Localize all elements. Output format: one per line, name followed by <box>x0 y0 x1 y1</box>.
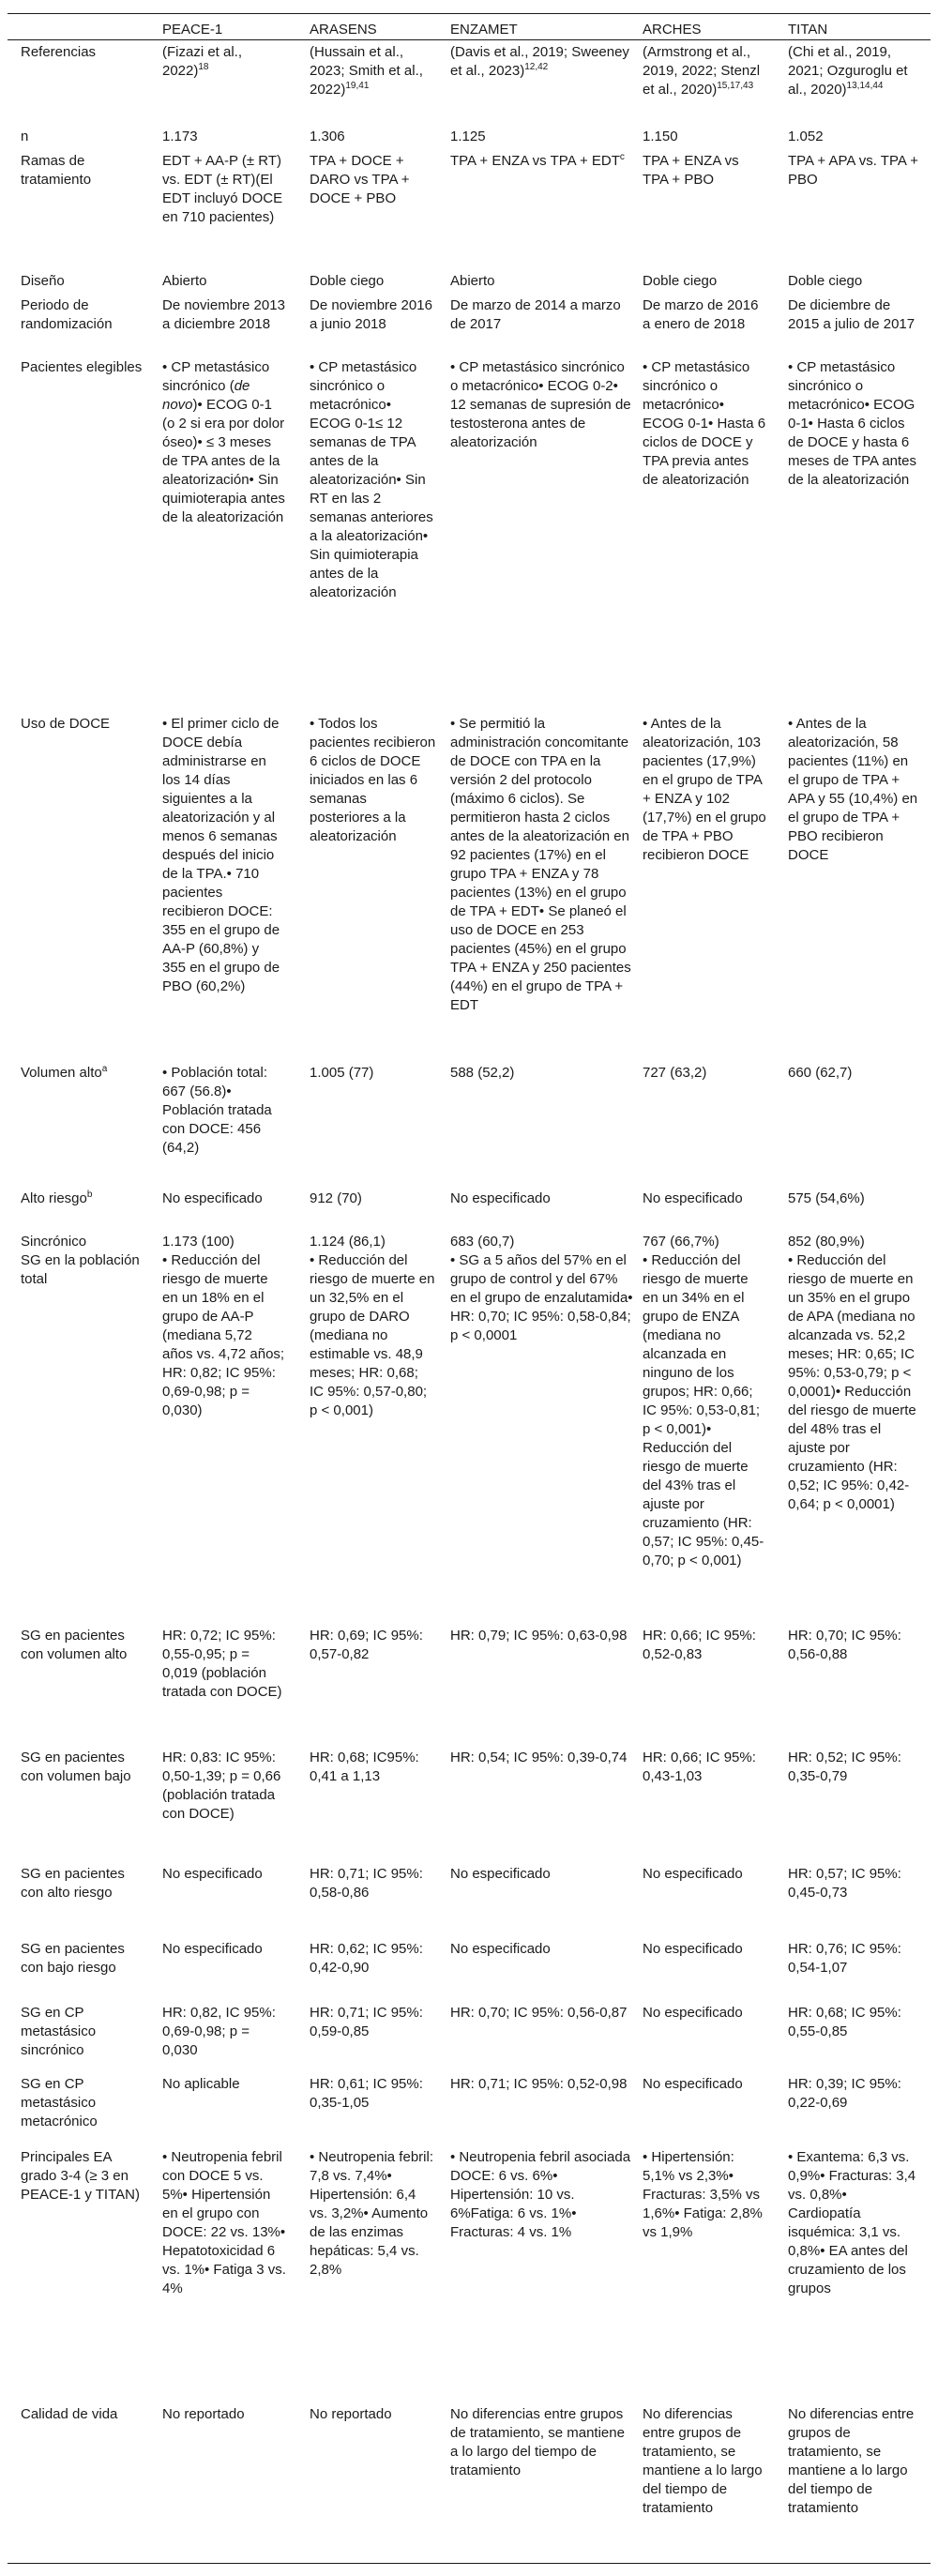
row-label: SG en pacientes con bajo riesgo <box>21 1941 125 1976</box>
cell-peace1: No especificado <box>162 1941 263 1957</box>
cell-enzamet: De marzo de 2014 a marzo de 2017 <box>450 297 621 332</box>
cell-arasens: 1.005 (77) <box>310 1065 374 1081</box>
cell-titan: HR: 0,68; IC 95%: 0,55-0,85 <box>788 2005 901 2039</box>
row-label: Volumen alto$^a$ <box>21 1064 108 1081</box>
cell-peace1: No especificado <box>162 1866 263 1882</box>
cell-arasens: (Hussain et al., 2023; Smith et al., 2022)$^{19,41}$ <box>310 44 423 98</box>
cell-enzamet: No especificado <box>450 1866 551 1882</box>
cell-titan: 575 (54,6%) <box>788 1190 865 1206</box>
cell-arches: De marzo de 2016 a enero de 2018 <box>643 297 759 332</box>
cell-enzamet: 1.125 <box>450 129 486 144</box>
cell-titan: HR: 0,57; IC 95%: 0,45-0,73 <box>788 1866 901 1901</box>
cell-arches: No especificado <box>643 2076 743 2092</box>
cell-peace1: • Neutropenia febril con DOCE 5 vs. 5%• Hipertensión en el grupo con DOCE: 22 vs. 13%• Hepatotoxicidad 6 vs. 1%• Fatiga 3 vs. 4% <box>162 2149 286 2296</box>
cell-arasens: 1.306 <box>310 129 345 144</box>
cell-arches: • Hipertensión: 5,1% vs 2,3%• Fracturas: 3,5% vs 1,6%• Fatiga: 2,8% vs 1,9% <box>643 2149 763 2240</box>
cell-peace1: HR: 0,82, IC 95%: 0,69-0,98; p = 0,030 <box>162 2005 276 2058</box>
cell-arasens: HR: 0,61; IC 95%: 0,35-1,05 <box>310 2076 423 2111</box>
cell-peace1: • Población total: 667 (56.8)• Población tratada con DOCE: 456 (64,2) <box>162 1065 272 1156</box>
cell-titan: HR: 0,52; IC 95%: 0,35-0,79 <box>788 1750 901 1784</box>
cell-enzamet: TPA + ENZA vs TPA + $EDT^c$ <box>450 152 625 169</box>
table-top-rule <box>8 13 930 14</box>
cell-arches: • CP metastásico sincrónico o metacrónico• ECOG 0-1• Hasta 6 ciclos de DOCE y TPA previa antes de aleatorización <box>643 359 766 488</box>
cell-titan: • Antes de la aleatorización, 58 pacientes (11%) en el grupo de TPA + APA y 55 (10,4%) en el grupo de TPA + PBO recibieron DOCE <box>788 716 918 863</box>
cell-enzamet: 683 (60,7) <box>450 1234 515 1250</box>
cell-peace1: • Reducción del riesgo de muerte en un 18% en el grupo de AA-P (mediana 5,72 años vs. 4,72 años; HR: 0,82; IC 95%: 0,69-0,98; p = 0,030) <box>162 1252 285 1418</box>
cell-arasens: HR: 0,71; IC 95%: 0,58-0,86 <box>310 1866 423 1901</box>
header-cell-titan: TITAN <box>788 22 828 38</box>
cell-arches: (Armstrong et al., 2019, 2022; Stenzl et al., 2020)$^{15,17,43}$ <box>643 44 761 98</box>
cell-titan: HR: 0,39; IC 95%: 0,22-0,69 <box>788 2076 901 2111</box>
cell-arasens: 1.124 (86,1) <box>310 1234 386 1250</box>
cell-arasens: 912 (70) <box>310 1190 362 1206</box>
cell-peace1: No aplicable <box>162 2076 240 2092</box>
row-label: Referencias <box>21 44 97 60</box>
cell-peace1: • CP metastásico sincrónico (de novo)• ECOG 0-1 (o 2 si era por dolor óseo)• ≤ 3 meses de TPA antes de la aleatorización• Sin quimioterapia antes de la aleatorización <box>162 359 285 525</box>
cell-arasens: De noviembre 2016 a junio 2018 <box>310 297 432 332</box>
cell-peace1: (Fizazi et al., 2022)$^{18}$ <box>162 44 243 79</box>
cell-titan: • Reducción del riesgo de muerte en un 35% en el grupo de APA (mediana no alcanzada vs. 52,2 meses; HR: 0,65; IC 95%: 0,53-0,79; p < 0,0001)• Reducción del riesgo de muerte del 48% tras el ajuste por cruzamiento (HR: 0,52; IC 95%: 0,42-0,64; p < 0,0001) <box>788 1252 916 1512</box>
row-label: Pacientes elegibles <box>21 359 143 375</box>
header-rule <box>8 39 930 40</box>
cell-titan: 660 (62,7) <box>788 1065 853 1081</box>
cell-enzamet: • SG a 5 años del 57% en el grupo de control y del 67% en el grupo de enzalutamida• HR: 0,70; IC 95%: 0,58-0,84; p < 0,0001 <box>450 1252 633 1343</box>
cell-enzamet: HR: 0,71; IC 95%: 0,52-0,98 <box>450 2076 628 2092</box>
cell-arches: 727 (63,2) <box>643 1065 707 1081</box>
cell-enzamet: 588 (52,2) <box>450 1065 515 1081</box>
cell-peace1: Abierto <box>162 273 207 289</box>
cell-arasens: HR: 0,69; IC 95%: 0,57-0,82 <box>310 1628 423 1662</box>
cell-enzamet: HR: 0,54; IC 95%: 0,39-0,74 <box>450 1750 628 1765</box>
cell-titan: TPA + APA vs. TPA + PBO <box>788 153 918 188</box>
row-label: Sincrónico <box>21 1234 87 1250</box>
cell-arches: Doble ciego <box>643 273 718 289</box>
cell-arches: No especificado <box>643 1866 743 1882</box>
cell-arasens: Doble ciego <box>310 273 385 289</box>
row-label: SG en pacientes con alto riesgo <box>21 1866 125 1901</box>
row-label: Periodo de randomización <box>21 297 113 332</box>
cell-peace1: De noviembre 2013 a diciembre 2018 <box>162 297 285 332</box>
row-label: n <box>21 129 29 144</box>
cell-arasens: HR: 0,62; IC 95%: 0,42-0,90 <box>310 1941 423 1976</box>
cell-titan: • Exantema: 6,3 vs. 0,9%• Fracturas: 3,4 vs. 0,8%• Cardiopatía isquémica: 3,1 vs. 0,8%• EA antes del cruzamiento de los grupos <box>788 2149 916 2296</box>
cell-peace1: • El primer ciclo de DOCE debía administrarse en los 14 días siguientes a la aleatorización y al menos 6 semanas después del inicio de la TPA.• 710 pacientes recibieron DOCE: 355 en el grupo de AA-P (60,8%) y 355 en el grupo de PBO (60,2%) <box>162 716 280 994</box>
cell-enzamet: • Neutropenia febril asociada DOCE: 6 vs. 6%• Hipertensión: 10 vs. 6%Fatiga: 6 vs. 1%• Fracturas: 4 vs. 1% <box>450 2149 631 2240</box>
cell-peace1: No reportado <box>162 2406 245 2422</box>
cell-titan: (Chi et al., 2019, 2021; Ozguroglu et al., 2020)$^{13,14,44}$ <box>788 44 908 98</box>
cell-arches: HR: 0,66; IC 95%: 0,43-1,03 <box>643 1750 756 1784</box>
header-cell-arasens: ARASENS <box>310 22 377 38</box>
cell-titan: De diciembre de 2015 a julio de 2017 <box>788 297 915 332</box>
cell-arches: No especificado <box>643 2005 743 2021</box>
cell-arches: HR: 0,66; IC 95%: 0,52-0,83 <box>643 1628 756 1662</box>
cell-arasens: No reportado <box>310 2406 392 2422</box>
row-label: SG en CP metastásico sincrónico <box>21 2005 97 2058</box>
cell-peace1: HR: 0,72; IC 95%: 0,55-0,95; p = 0,019 (población tratada con DOCE) <box>162 1628 282 1700</box>
cell-enzamet: No especificado <box>450 1941 551 1957</box>
cell-enzamet: (Davis et al., 2019; Sweeney et al., 2023)$^{12,42}$ <box>450 44 629 79</box>
cell-enzamet: • CP metastásico sincrónico o metacrónico• ECOG 0-2• 12 semanas de supresión de testosterona antes de aleatorización <box>450 359 631 450</box>
row-label: Calidad de vida <box>21 2406 118 2422</box>
cell-arches: TPA + ENZA vs TPA + PBO <box>643 153 739 188</box>
cell-peace1: 1.173 <box>162 129 198 144</box>
cell-titan: HR: 0,76; IC 95%: 0,54-1,07 <box>788 1941 901 1976</box>
row-label: Ramas de tratamiento <box>21 153 92 188</box>
cell-titan: 1.052 <box>788 129 824 144</box>
cell-titan: • CP metastásico sincrónico o metacrónico• ECOG 0-1• Hasta 6 ciclos de DOCE y hasta 6 meses de TPA antes de la aleatorización <box>788 359 917 488</box>
table-bottom-rule <box>8 2563 930 2564</box>
cell-arches: 767 (66,7%) <box>643 1234 719 1250</box>
cell-enzamet: HR: 0,79; IC 95%: 0,63-0,98 <box>450 1628 628 1644</box>
cell-peace1: 1.173 (100) <box>162 1234 234 1250</box>
cell-enzamet: • Se permitió la administración concomitante de DOCE con TPA en la versión 2 del protocolo (máximo 6 ciclos). Se permitieron hasta 2 ciclos antes de la aleatorización en 92 pacientes (17%) en el grupo TPA + ENZA y 78 pacientes (13%) en el grupo de TPA + EDT• Se planeó el uso de DOCE en 253 pacientes (45%) en el grupo TPA + ENZA y 250 pacientes (44%) en el grupo de TPA + EDT <box>450 716 631 1013</box>
header-cell-arches: ARCHES <box>643 22 702 38</box>
cell-arasens: • Reducción del riesgo de muerte en un 32,5% en el grupo de DARO (mediana no estimable vs. 48,9 meses; HR: 0,68; IC 95%: 0,57-0,80; p < 0,001) <box>310 1252 435 1418</box>
header-cell-peace1: PEACE-1 <box>162 22 223 38</box>
cell-titan: 852 (80,9%) <box>788 1234 865 1250</box>
cell-titan: No diferencias entre grupos de tratamiento, se mantiene a lo largo del tiempo de tratamiento <box>788 2406 915 2516</box>
cell-arasens: • Todos los pacientes recibieron 6 ciclos de DOCE iniciados en las 6 semanas posteriores a la aleatorización <box>310 716 436 844</box>
row-label: SG en pacientes con volumen alto <box>21 1628 128 1662</box>
cell-arches: • Reducción del riesgo de muerte en un 34% en el grupo de ENZA (mediana no alcanzada en ninguno de los grupos; HR: 0,66; IC 95%: 0,53-0,81; p < 0,001)• Reducción del riesgo de muerte del 43% tras el ajuste por cruzamiento (HR: 0,57; IC 95%: 0,45-0,70; p < 0,001) <box>643 1252 764 1568</box>
header-cell-enzamet: ENZAMET <box>450 22 518 38</box>
cell-enzamet: No especificado <box>450 1190 551 1206</box>
cell-titan: HR: 0,70; IC 95%: 0,56-0,88 <box>788 1628 901 1662</box>
cell-arasens: • CP metastásico sincrónico o metacrónico• ECOG 0-1≤ 12 semanas de TPA antes de la aleatorización• Sin RT en las 2 semanas anteriores a la aleatorización• Sin quimioterapia antes de la aleatorización <box>310 359 433 600</box>
cell-arches: No diferencias entre grupos de tratamiento, se mantiene a lo largo del tiempo de tratamiento <box>643 2406 763 2516</box>
cell-arasens: HR: 0,68; IC95%: 0,41 a 1,13 <box>310 1750 419 1784</box>
cell-arasens: TPA + DOCE + DARO vs TPA + DOCE + PBO <box>310 153 410 206</box>
cell-arches: No especificado <box>643 1941 743 1957</box>
cell-arches: No especificado <box>643 1190 743 1206</box>
row-label: Alto riesgo$^b$ <box>21 1190 93 1206</box>
cell-enzamet: HR: 0,70; IC 95%: 0,56-0,87 <box>450 2005 628 2021</box>
cell-arasens: • Neutropenia febril: 7,8 vs. 7,4%• Hipertensión: 6,4 vs. 3,2%• Aumento de las enzimas hepáticas: 5,4 vs. 2,8% <box>310 2149 433 2278</box>
cell-arches: • Antes de la aleatorización, 103 pacientes (17,9%) en el grupo de TPA + ENZA y 102 (17,7%) en el grupo de TPA + PBO recibieron DOCE <box>643 716 766 863</box>
row-label: SG en pacientes con volumen bajo <box>21 1750 131 1784</box>
cell-arches: 1.150 <box>643 129 678 144</box>
row-label: Principales EA grado 3-4 (≥ 3 en PEACE-1 y TITAN) <box>21 2149 140 2203</box>
cell-peace1: HR: 0,83: IC 95%: 0,50-1,39; p = 0,66 (población tratada con DOCE) <box>162 1750 281 1822</box>
row-label: Diseño <box>21 273 65 289</box>
row-label: SG en la población total <box>21 1252 140 1287</box>
row-label: Uso de DOCE <box>21 716 111 732</box>
row-label: SG en CP metastásico metacrónico <box>21 2076 98 2129</box>
cell-peace1: EDT + AA-P (± RT) vs. EDT (± RT)(El EDT incluyó DOCE en 710 pacientes) <box>162 153 283 225</box>
cell-enzamet: Abierto <box>450 273 495 289</box>
cell-arasens: HR: 0,71; IC 95%: 0,59-0,85 <box>310 2005 423 2039</box>
cell-peace1: No especificado <box>162 1190 263 1206</box>
cell-titan: Doble ciego <box>788 273 863 289</box>
cell-enzamet: No diferencias entre grupos de tratamiento, se mantiene a lo largo del tiempo de tratamiento <box>450 2406 625 2478</box>
